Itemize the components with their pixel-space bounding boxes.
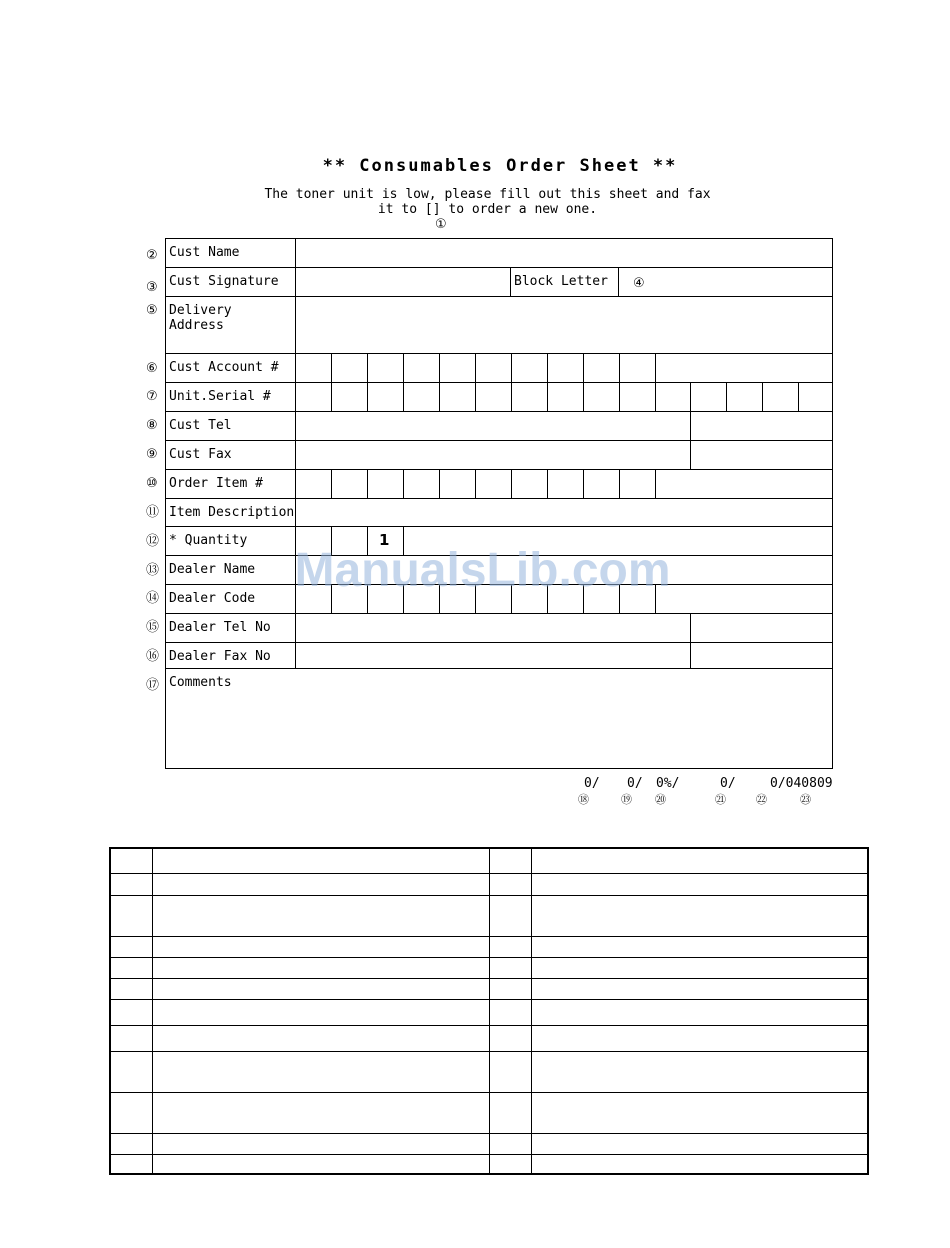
reference-table [109,847,869,1175]
label-block-letter: Block Letter [514,274,608,289]
label-dealer-code: Dealer Code [169,591,256,606]
marker-10: ⑩ [146,476,158,491]
label-cust-tel: Cust Tel [169,418,232,433]
marker-2: ② [146,248,158,263]
row-cust-signature[interactable] [166,268,832,297]
marker-17: ⑰ [146,678,160,693]
marker-16: ⑯ [146,649,160,664]
footer-code-22-23: 0/040809 [770,776,833,791]
marker-18: ⑱ [578,793,589,806]
label-unit-serial: Unit.Serial # [169,389,271,404]
divider [510,268,511,296]
divider [618,268,619,296]
watermark: ManualsLib.com [294,544,671,597]
row-cust-fax[interactable] [166,441,832,470]
label-order-item: Order Item # [169,476,263,491]
label-item-description: Item Description [169,505,295,520]
footer-code-19: 0/ [627,776,643,791]
page-title: ** Consumables Order Sheet ** [322,156,678,176]
footer-code-18: 0/ [584,776,600,791]
table-row [111,978,867,1000]
label-cust-name: Cust Name [169,245,240,260]
divider [295,268,296,296]
table-row [111,1051,867,1093]
divider [295,239,296,267]
label-cust-account: Cust Account # [169,360,279,375]
table-row [111,895,867,937]
table-row [111,849,867,874]
marker-1: ① [435,217,447,232]
marker-6: ⑥ [146,361,158,376]
marker-23: ㉓ [800,793,811,806]
table-row [111,1092,867,1134]
row-comments[interactable] [166,669,832,768]
marker-12: ⑫ [146,534,160,549]
row-dealer-tel[interactable] [166,614,832,643]
order-form [165,238,833,769]
row-dealer-fax[interactable] [166,643,832,669]
label-dealer-name: Dealer Name [169,562,256,577]
row-order-item[interactable] [166,470,832,499]
row-item-description[interactable] [166,499,832,527]
label-comments: Comments [169,675,232,690]
table-row [111,1025,867,1052]
label-dealer-tel: Dealer Tel No [169,620,271,635]
marker-22: ㉒ [756,793,767,806]
marker-5: ⑤ [146,303,158,318]
label-dealer-fax: Dealer Fax No [169,649,271,664]
label-cust-fax: Cust Fax [169,447,232,462]
table-row [111,957,867,979]
row-cust-tel[interactable] [166,412,832,441]
marker-7: ⑦ [146,389,158,404]
marker-14: ⑭ [146,591,160,606]
marker-4: ④ [633,276,645,291]
intro-line-1: The toner unit is low, please fill out this sheet and fax [264,187,711,202]
marker-11: ⑪ [146,505,160,520]
intro-text [0,187,950,217]
footer-code-20: 0%/ [656,776,680,791]
marker-21: ㉑ [715,793,726,806]
label-cust-signature: Cust Signature [169,274,279,289]
row-delivery-address[interactable] [166,297,832,354]
marker-19: ⑲ [621,793,632,806]
row-unit-serial[interactable] [166,383,832,412]
marker-3: ③ [146,280,158,295]
footer-code-21: 0/ [720,776,736,791]
table-row [111,873,867,896]
table-row [111,999,867,1026]
marker-13: ⑬ [146,563,160,578]
marker-8: ⑧ [146,418,158,433]
marker-9: ⑨ [146,447,158,462]
quantity-value[interactable]: 1 [379,531,390,549]
row-cust-account[interactable] [166,354,832,383]
label-quantity: * Quantity [169,533,248,548]
row-cust-name[interactable] [166,239,832,268]
divider [295,297,296,353]
marker-15: ⑮ [146,620,160,635]
marker-20: ⑳ [655,793,666,806]
label-delivery-address: Delivery Address [169,303,232,333]
table-row [111,936,867,958]
table-row [111,1133,867,1155]
intro-line-2: it to [] to order a new one. [377,202,598,217]
